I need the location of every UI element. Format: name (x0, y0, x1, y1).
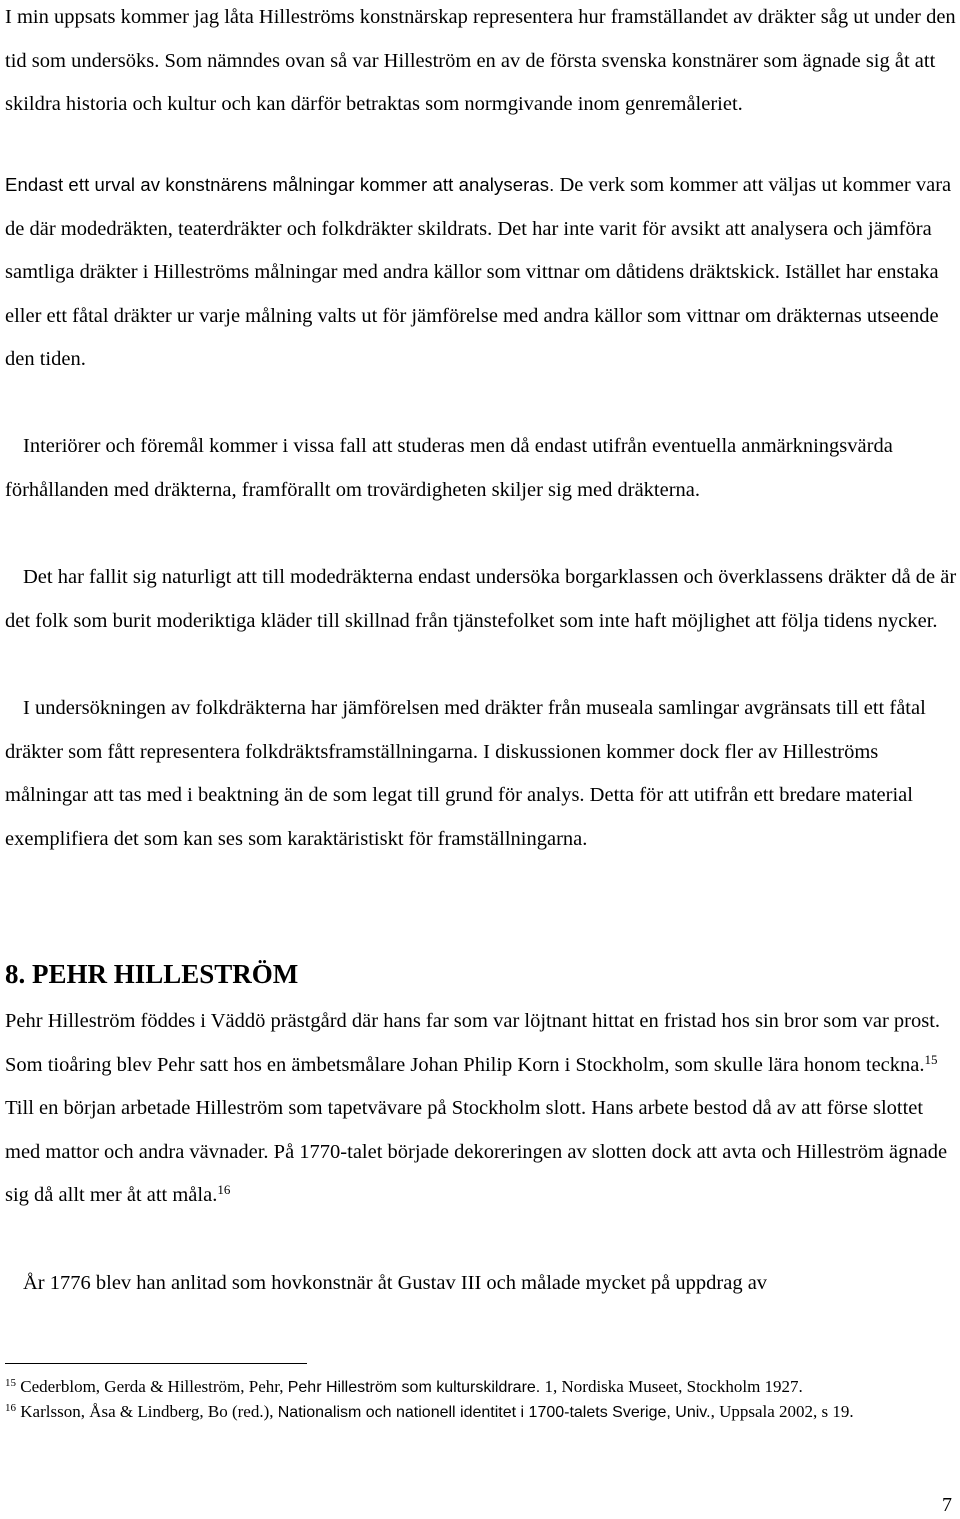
footnote-publication: , Uppsala 2002, s 19. (710, 1402, 854, 1421)
footnote-title: Nationalism och nationell identitet i 1700-talets Sverige, Univ. (277, 1404, 711, 1421)
paragraph-selection-works: De verk som kommer att väljas ut kommer vara de där modedräkten, teaterdräkter och folkdräkter skildrats. (5, 174, 952, 240)
section-title: PEHR HILLESTRÖM (32, 959, 299, 989)
paragraph-biography (5, 1000, 960, 1218)
paragraph-selection (5, 163, 960, 382)
paragraph-selection-lead: Endast ett urval av konstnärens målningar kommer att analyseras. (5, 174, 555, 195)
footnote-authors: Karlsson, Åsa & Lindberg, Bo (red.), (16, 1402, 278, 1421)
footnote-16 (5, 1400, 955, 1425)
footnote-publication: 1, Nordiska Museet, Stockholm 1927. (540, 1377, 803, 1396)
paragraph-biography-continued: Till en början arbetade Hilleström som tapetvävare på Stockholm slott. Hans arbete bestod då av att förse slottet med mattor och andra vävnader. På 1770-talet började dekoreringen av slotten dock att avta och Hilleström ägnade sig då allt mer åt att måla. (5, 1097, 948, 1206)
footnote-title: Pehr Hilleström som kulturskildrare. (287, 1379, 541, 1396)
footnote-15 (5, 1375, 955, 1400)
footnote-number: 16 (5, 1402, 16, 1414)
paragraph-selection-method: Istället har enstaka eller ett fåtal dräkter ur varje målning valts ut för jämförelse med andra källor som vittnar om dräkternas utseende den tiden. (5, 261, 939, 370)
page-number: 7 (942, 1494, 952, 1516)
footnote-number: 15 (5, 1377, 16, 1389)
paragraph-selection-scope: Det har inte varit för avsikt att analysera och jämföra samtliga dräkter i Hilleströms målningar med andra källor som vittnar om dåtidens dräktskick. (5, 217, 932, 283)
footnote-authors: Cederblom, Gerda & Hilleström, Pehr, (16, 1377, 288, 1396)
section-number: 8. (5, 959, 26, 989)
paragraph-interiors: Interiörer och föremål kommer i vissa fall att studeras men då endast utifrån eventuella anmärkningsvärda förhållanden med dräkterna, framförallt om trovärdigheten skiljer sig med dräkterna. (5, 435, 893, 501)
paragraph-court-painter: År 1776 blev han anlitad som hovkonstnär åt Gustav III och målade mycket på uppdrag av (23, 1272, 768, 1294)
paragraph-intro: I min uppsats kommer jag låta Hilleströms konstnärskap representera hur framställandet av dräkter såg ut under den tid som undersöks. Som nämndes ovan så var Hilleström en av de första svenska konstnärer som ägnade sig åt att skildra historia och kultur och kan därför betraktas som normgivande inom genremåleriet. (5, 6, 956, 115)
paragraph-biography-start: Pehr Hilleström föddes i Väddö prästgård där hans far som var löjtnant hittat en fristad hos sin bror som var prost. Som tioåring blev Pehr satt hos en ämbetsmålare Johan Philip Korn i Stockholm, som skulle lära honom teckna. (5, 1010, 941, 1076)
footnote-separator (5, 1363, 307, 1364)
footnote-ref-15[interactable]: 15 (924, 1051, 938, 1067)
paragraph-fashion: Det har fallit sig naturligt att till modedräkterna endast undersöka borgarklassen och överklassens dräkter då de är det folk som burit moderiktiga kläder till skillnad från tjänstefolket som inte haft möjlighet att följa tidens nycker. (5, 566, 957, 632)
footnotes (5, 1375, 955, 1425)
paragraph-folk-costumes: I undersökningen av folkdräkterna har jämförelsen med dräkter från museala samlingar avgränsats till ett fåtal dräkter som fått representera folkdräktsframställningarna. I diskussionen kommer dock fler av Hilleströms målningar att tas med i beaktning än de som legat till grund för analys. Detta för att utifrån ett bredare material exemplifiera det som kan ses som karaktäristiskt för framställningarna. (5, 697, 926, 850)
footnote-ref-16[interactable]: 16 (217, 1182, 231, 1197)
section-heading (5, 952, 298, 996)
